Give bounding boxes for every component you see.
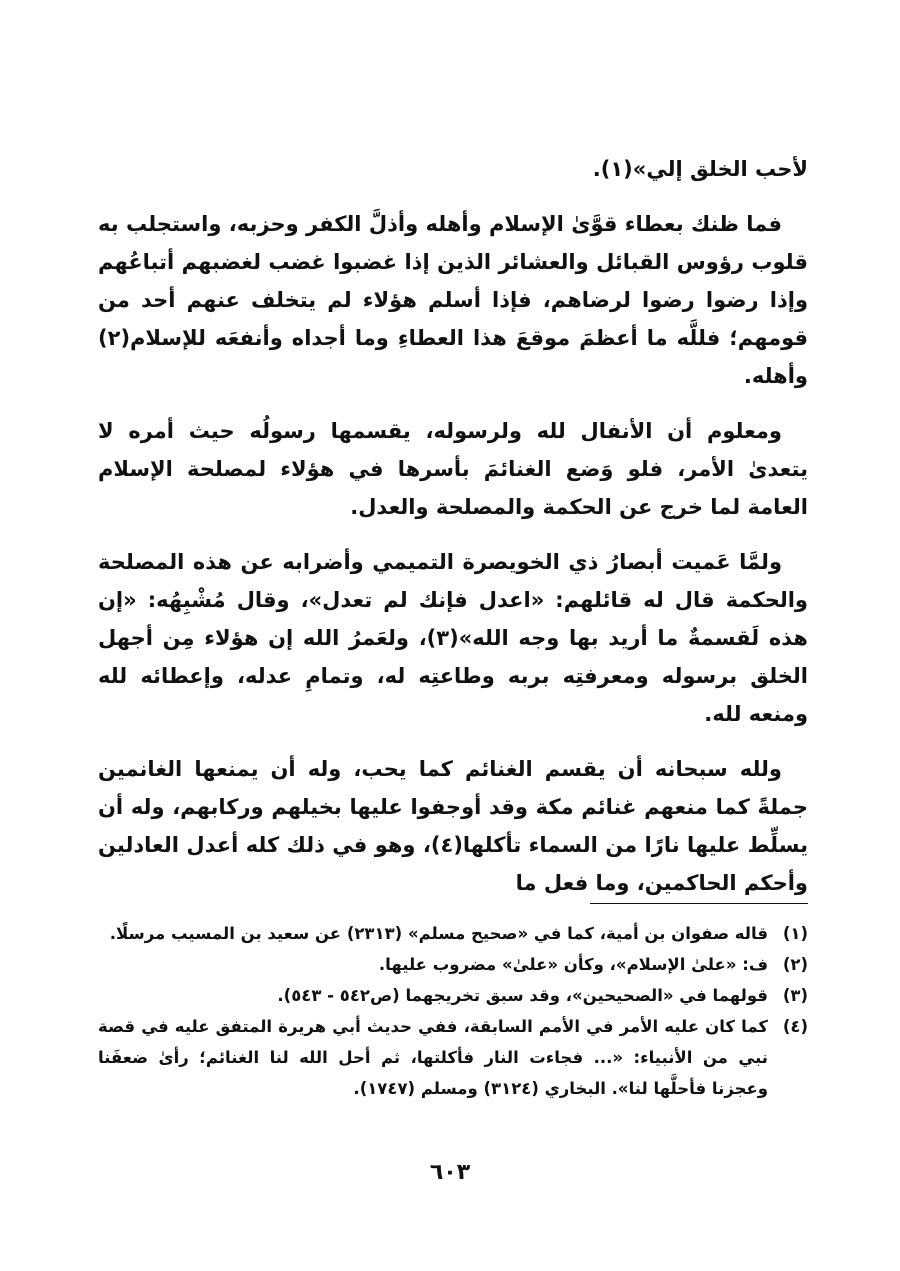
footnote-text: كما كان عليه الأمر في الأمم السابقة، ففي حديث أبي هريرة المتفق عليه في قصة نبي من الأنبياء: «... فجاءت النار فأكلتها، ثم أحل الله لنا الغنائم؛ رأىٰ ضعفَنا وعجزنا فأحلَّها لنا». البخاري (٣١٢٤) ومسلم (١٧٤٧). bbox=[98, 1017, 768, 1098]
paragraph: لأحب الخلق إلي»(١). bbox=[592, 157, 808, 181]
paragraph: فما ظنك بعطاء قوَّىٰ الإسلام وأهله وأذلَّ الكفر وحزبه، واستجلب به قلوب رؤوس القبائل والعشائر الذين إذا غضبوا غضب لغضبهم أتباعُهم وإذا رضوا رضوا لرضاهم، فإذا أسلم هؤلاء لم يتخلف عنهم أحد من قومهم؛ فللَّه ما أعظمَ موقعَ هذا العطاءِ وما أجداه وأنفعَه للإسلام(٢) وأهله. bbox=[98, 212, 808, 388]
footnote-text: ف: «علىٰ الإسلام»، وكأن «علىٰ» مضروب عليها. bbox=[378, 955, 768, 974]
footnote bbox=[98, 1011, 808, 1104]
footnotes bbox=[98, 918, 808, 1104]
footnote bbox=[98, 918, 808, 949]
footnote-separator bbox=[590, 903, 808, 904]
page-number: ٦٠٣ bbox=[429, 1160, 471, 1185]
footnote-text: قولهما في «الصحيحين»، وقد سبق تخريجهما (ص٥٤٢ - ٥٤٣). bbox=[277, 986, 768, 1005]
footnote-number: (٣) bbox=[782, 986, 808, 1005]
footnote bbox=[98, 949, 808, 980]
paragraph: ولمَّا عَميت أبصارُ ذي الخويصرة التميمي وأضرابه عن هذه المصلحة والحكمة قال له قائلهم: «اعدل فإنك لم تعدل»، وقال مُشْبِهُه: «إن هذه لَقسمةٌ ما أريد بها وجه الله»(٣)، ولعَمرُ الله إن هؤلاء مِن أجهل الخلق برسوله ومعرفتِه بربه وطاعتِه له، وتمامِ عدله، وإعطائه لله ومنعه لله. bbox=[98, 550, 808, 726]
footnote-number: (٤) bbox=[782, 1017, 808, 1036]
footnote-number: (١) bbox=[782, 924, 808, 943]
footnote-number: (٢) bbox=[782, 955, 808, 974]
paragraph: ومعلوم أن الأنفال لله ولرسوله، يقسمها رسولُه حيث أمره لا يتعدىٰ الأمر، فلو وَضع الغنائمَ بأسرها في هؤلاء لمصلحة الإسلام العامة لما خرج عن الحكمة والمصلحة والعدل. bbox=[98, 419, 808, 519]
paragraph: ولله سبحانه أن يقسم الغنائم كما يحب، وله أن يمنعها الغانمين جملةً كما منعهم غنائم مكة وقد أوجفوا عليها بخيلهم وركابهم، وله أن يسلِّط عليها نارًا من السماء تأكلها(٤)، وهو في ذلك كله أعدل العادلين وأحكم الحاكمين، وما فعل ما bbox=[98, 757, 808, 895]
footnote-text: قاله صفوان بن أمية، كما في «صحيح مسلم» (٢٣١٣) عن سعيد بن المسيب مرسلًا. bbox=[109, 924, 768, 943]
footnote bbox=[98, 980, 808, 1011]
main-text bbox=[98, 150, 808, 919]
